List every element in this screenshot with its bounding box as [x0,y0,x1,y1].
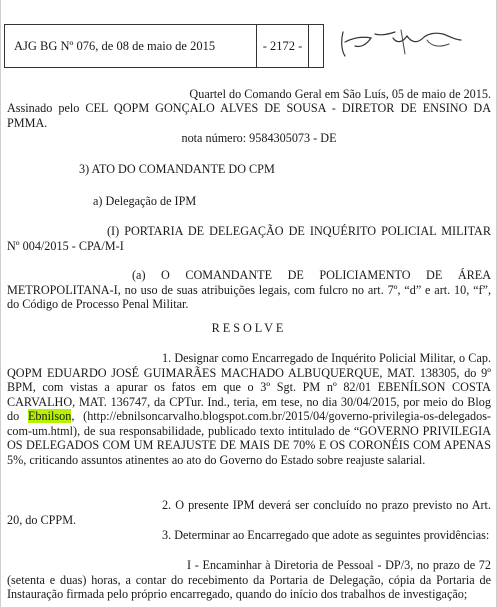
bulletin-reference: AJG BG Nº 076, de 08 de maio de 2015 [5,25,257,67]
signed-by: Assinado pelo CEL QOPM GONÇALO ALVES DE SOUSA - DIRETOR DE ENSINO DA PMMA. [7,101,491,130]
item-1-text-start: 1. Designar como Encarregado de Inquérito Policial Militar, o Cap. QOPM EDUARDO JOSÉ GUIMARÃES MACHADO ALBUQUERQUE, MAT. 138305, do 9º BPM, com vistas a apurar os fatos em que o 3º Sgt. PM nº 82/01 EBENÍLSON COSTA CARVALHO, MAT. 136747, da CPTur. Ind., teria, em tese, no dia 30/04/2015, por meio do Blog do [7,351,491,423]
commander-paragraph: (a) O COMANDANTE DE POLICIAMENTO DE ÁREA METROPOLITANA-I, no uso de suas atribuições legais, com fulcro no art. 7º, “d” e art. 10, “f”, do Código de Processo Penal Militar. [7,268,491,311]
header-box [4,24,324,68]
item-1-text-end: , (http://ebnilsoncarvalho.blogspot.com.br/2015/04/governo-privilegia-os-delegados- com-um.html), de sua responsabilidade, publicado texto intitulado de “GOVERNO PRIVILEGIA OS DELEGADOS COM UM REAJUSTE DE MAIS DE 70% E OS CORONÉIS COM APENAS 5%, criticando assuntos atinentes ao ato do Governo do Estado sobre reajuste salarial. [7,409,491,467]
note-number: nota número: 9584305073 - DE [181,131,337,145]
handwritten-signature [331,20,471,60]
section-title: 3) ATO DO COMANDANTE DO CPM [79,162,275,176]
item-3-i: I - Encaminhar à Diretoria de Pessoal - DP/3, no prazo de 72 (setenta e duas) horas, a contar do recebimento da Portaria de Delegação, cópia da Portaria de Instauração firmada pelo próprio encarregado, quando do início dos trabalhos de investigação; [7,558,491,601]
subsection-title: a) Delegação de IPM [93,194,197,208]
resolve-heading: RESOLVE [211,321,287,335]
item-2: 2. O presente IPM deverá ser concluído no prazo previsto no Art. 20, do CPPM. [7,498,491,527]
portaria-title: (I) PORTARIA DE DELEGAÇÃO DE INQUÉRITO POLICIAL MILITAR Nº 004/2015 - CPA/M-I [7,224,491,253]
item-1 [7,351,491,467]
place-date: Quartel do Comando Geral em São Luís, 05 de maio de 2015. [189,87,491,101]
page-number: - 2172 - [257,25,309,67]
header-empty-cell [309,25,323,67]
item-3: 3. Determinar ao Encarregado que adote as seguintes providências: [162,528,490,542]
highlighted-name: Ebnilson [27,409,72,423]
